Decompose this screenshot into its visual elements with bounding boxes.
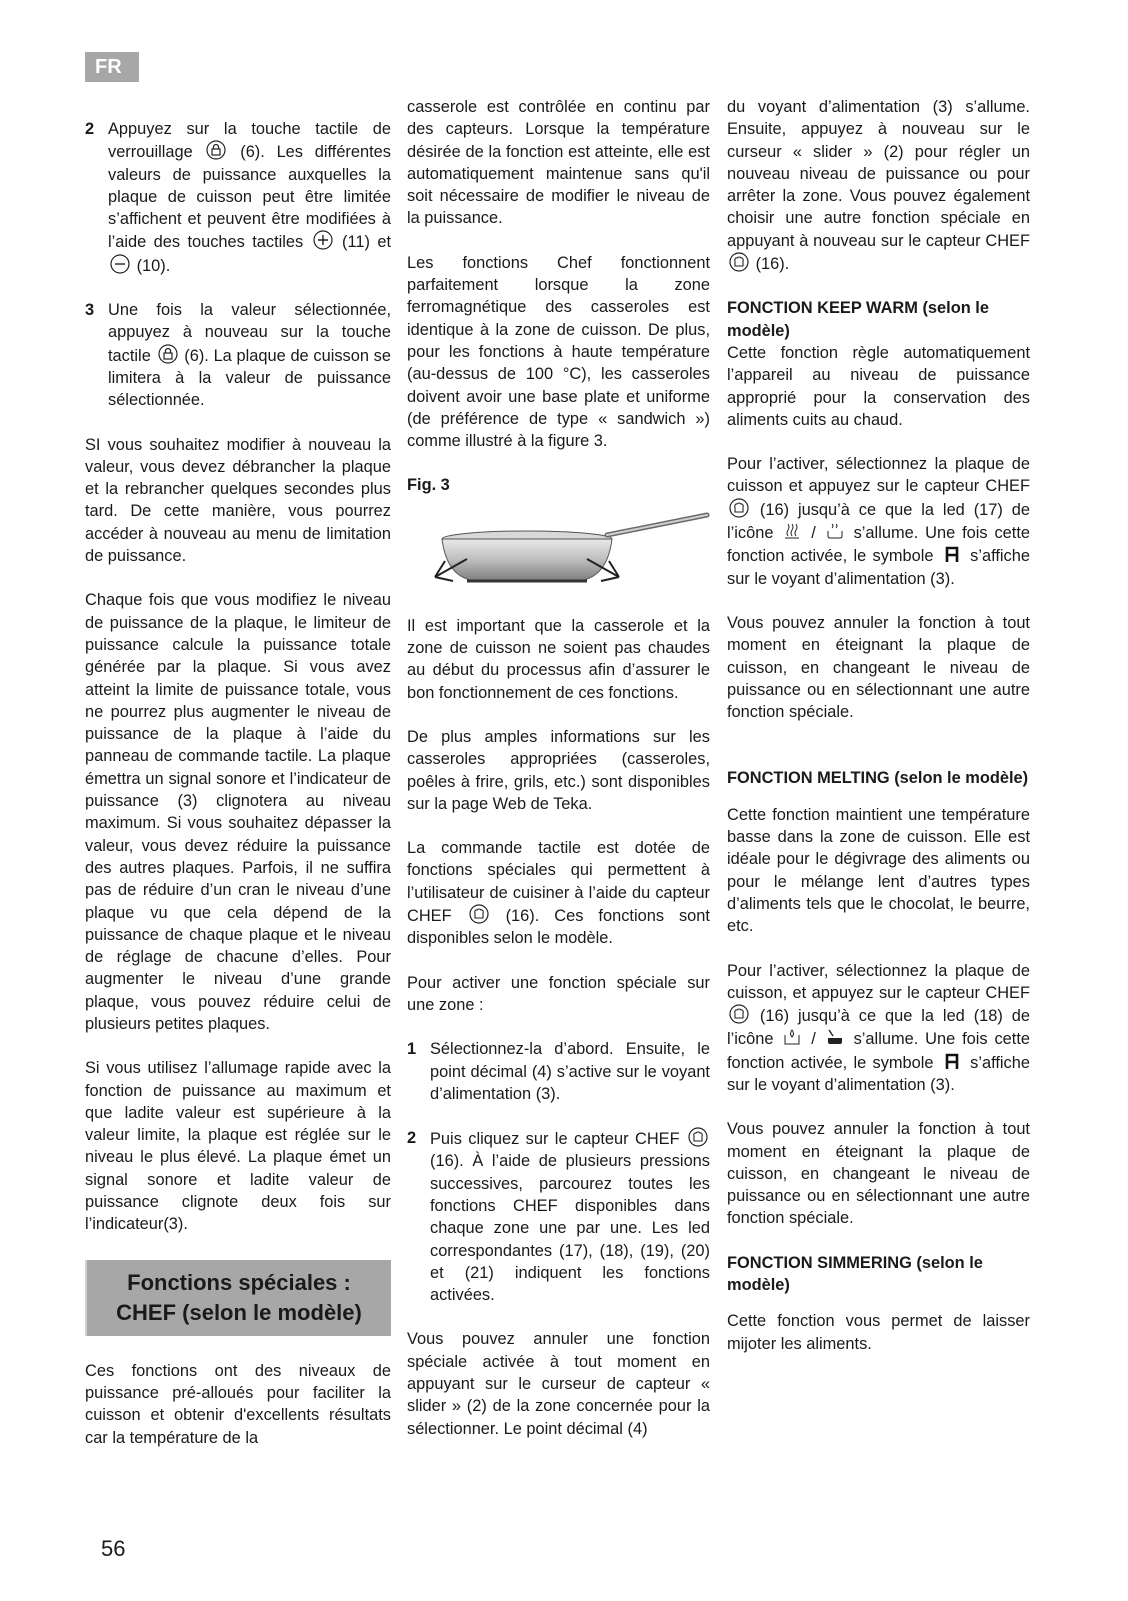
column-3	[727, 96, 1030, 1377]
chef-hat-icon	[729, 1004, 749, 1024]
frying-pan-figure	[407, 511, 710, 597]
chef-hat-icon	[688, 1127, 708, 1147]
page-number: 56	[101, 1536, 126, 1561]
paragraph: casserole est contrôlée en continu par des capteurs. Lorsque la température désirée de la fonction est atteinte, elle est automatiquement maintenue sans qu'il soit nécessaire de modifier le niveau de la puissance.	[407, 98, 710, 228]
paragraph-text: /	[811, 1030, 816, 1049]
column-2	[407, 96, 710, 1462]
lock-icon	[206, 140, 226, 160]
step-number: 3	[85, 301, 95, 320]
paragraph: Chaque fois que vous modifiez le niveau de puissance de la plaque, le limiteur de puissance calcule la puissance totale générée par la plaque. Si vous avez atteint la limite de puissance totale, vous ne pourrez plus augmenter le niveau de puissance de la plaque à l’aide du panneau de commande tactile. La plaque émettra un signal sonore et l’indicateur de puissance (3) clignotera au niveau maximum. Si vous souhaitez dépasser la valeur, vous devez réduire la puissance des autres plaques. Parfois, il ne suffira pas de réduire d’un cran le niveau d’une plaque vu que cela dépend de la puissance de chaque plaque et le niveau de réglage de chacune d’elles. Pour augmenter le niveau d’une grande plaque, vous pouvez réduire celui de plusieurs petites plaques.	[85, 591, 391, 1033]
step-number: 2	[407, 1129, 417, 1148]
paragraph: Vous pouvez annuler la fonction à tout moment en éteignant la plaque de cuisson, en changeant le niveau de puissance ou en sélectionnant une autre fonction spéciale.	[727, 613, 1030, 722]
language-badge: FR	[85, 52, 139, 82]
step-text: (10).	[136, 256, 171, 275]
step-text: (6). La plaque de cuisson se limitera à la valeur de puissance sélectionnée.	[108, 346, 391, 410]
step-text: Une fois la valeur sélectionnée, appuyez à nouveau sur la touche tactile	[108, 301, 391, 365]
step-text: Sélectionnez-la d’abord. Ensuite, le point décimal (4) s’active sur le voyant d’alimentation (3).	[430, 1040, 710, 1103]
lock-icon	[158, 344, 178, 364]
paragraph-text: du voyant d’alimentation (3) s’allume. Ensuite, appuyez à nouveau sur le curseur « slider » (2) pour régler un nouveau niveau de puissance ou pour arrêter la zone. Vous pouvez également choisir une autre fonction spéciale en appuyant à nouveau sur le capteur CHEF	[727, 98, 1030, 250]
paragraph-text: Pour l’activer, sélectionnez la plaque de cuisson, et appuyez sur le capteur CHEF	[727, 961, 1030, 1002]
column-1	[85, 118, 391, 1471]
paragraph-text: s’affiche sur le voyant d’alimentation (3).	[727, 547, 1030, 588]
step-text: (6). Les différentes valeurs de puissance auxquelles la plaque de cuisson peut être limitée s’affichent et peuvent être modifiées à l’aide des touches tactiles	[108, 143, 391, 252]
paragraph-text: s’affiche sur le voyant d’alimentation (3).	[727, 1053, 1030, 1094]
step-3-confirm	[85, 299, 391, 411]
heading-melting: FONCTION MELTING (selon le modèle)	[727, 769, 1029, 788]
plus-circle-icon	[313, 230, 333, 250]
heading-keep-warm: FONCTION KEEP WARM (selon le modèle)	[727, 299, 989, 340]
step-text: Appuyez sur la touche tactile de verrouillage	[108, 120, 391, 162]
step-2-chef	[407, 1127, 710, 1306]
step-2-lock	[85, 118, 391, 277]
paragraph: Cette fonction maintient une température basse dans la zone de cuisson. Elle est idéale pour le dégivrage des aliments ou pour le mélange lent d’autres types d’aliments tels que le chocolat, le beurre, etc.	[727, 805, 1030, 936]
paragraph	[727, 96, 1030, 275]
minus-circle-icon	[110, 254, 130, 274]
steam-icon	[782, 521, 802, 541]
paragraph: Ces fonctions ont des niveaux de puissance pré-alloués pour faciliter la cuisson et obtenir d'excellents résultats car la température de la	[85, 1361, 391, 1447]
step-number: 2	[85, 120, 95, 138]
step-text: Puis cliquez sur le capteur CHEF	[430, 1130, 680, 1149]
paragraph-text: (16).	[755, 255, 790, 274]
paragraph	[407, 837, 710, 949]
section-heading-chef	[85, 1260, 391, 1336]
steam-pot-icon	[825, 521, 845, 541]
paragraph-text: s’allume. Une fois cette fonction activée, le symbole	[727, 524, 1031, 566]
heading-simmering: FONCTION SIMMERING (selon le modèle)	[727, 1253, 983, 1295]
paragraph-text: (16) jusqu’à ce que la led (17) de l’icône	[727, 500, 1030, 543]
paragraph: Les fonctions Chef fonctionnent parfaitement lorsque la zone ferromagnétique des casseroles est identique à la zone de cuisson. De plus, pour les fonctions à haute température (au-dessus de 100 °C), les casseroles doivent avoir une base plate et uniforme (de préférence de type « sandwich ») comme illustré à la figure 3.	[407, 253, 710, 451]
paragraph: Il est important que la casserole et la zone de cuisson ne soient pas chaudes au début du processus afin d’assurer le bon fonctionnement de ces fonctions.	[407, 616, 710, 702]
section-title-line-1: Fonctions spéciales :	[127, 1269, 351, 1295]
chef-hat-icon	[729, 252, 749, 272]
paragraph: SI vous souhaitez modifier à nouveau la valeur, vous devez débrancher la plaque et la rebrancher quelques secondes plus tard. De cette manière, vous pourrez accéder à nouveau au menu de limitation de puissance.	[85, 435, 391, 566]
melting-icon	[782, 1027, 802, 1047]
step-text: (11) et	[342, 233, 392, 252]
paragraph	[727, 453, 1030, 590]
step-1-select	[407, 1038, 710, 1105]
paragraph: Vous pouvez annuler la fonction à tout moment en éteignant la plaque de cuisson, en changeant le niveau de puissance ou en sélectionnant une autre fonction spéciale.	[727, 1120, 1030, 1228]
melting-pot-icon	[825, 1027, 845, 1047]
paragraph-text: Pour l’activer, sélectionnez la plaque de cuisson et appuyez sur le capteur CHEF	[727, 455, 1030, 496]
paragraph: Pour activer une fonction spéciale sur une zone :	[407, 973, 710, 1014]
paragraph-text: (16) jusqu’à ce que la led (18) de l’icône	[727, 1007, 1030, 1049]
paragraph: Cette fonction règle automatiquement l’appareil au niveau de puissance approprié pour la conservation des aliments cuits au chaud.	[727, 343, 1030, 429]
a-symbol-icon	[942, 544, 962, 564]
paragraph	[727, 960, 1030, 1097]
paragraph-text: s’allume. Une fois cette fonction activée, le symbole	[727, 1030, 1031, 1072]
paragraph-text: La commande tactile est dotée de fonctions spéciales qui permettent à l’utilisateur de cuisiner à l’aide du capteur CHEF	[407, 839, 710, 926]
a-symbol-icon	[942, 1051, 962, 1071]
paragraph: Cette fonction vous permet de laisser mijoter les aliments.	[727, 1312, 1030, 1353]
paragraph-text: /	[811, 524, 816, 543]
paragraph: Si vous utilisez l’allumage rapide avec la fonction de puissance au maximum et que ladite valeur est supérieure à la valeur limite, la plaque est réglée sur le niveau le plus élevé. La plaque émet un signal sonore et ladite valeur de puissance clignote deux fois sur l’indicateur(3).	[85, 1059, 391, 1234]
step-number: 1	[407, 1040, 417, 1059]
chef-hat-icon	[469, 904, 489, 924]
paragraph-text: (16). Ces fonctions sont disponibles selon le modèle.	[407, 907, 710, 948]
paragraph: De plus amples informations sur les casseroles appropriées (casseroles, poêles à frire, grils, etc.) sont disponibles sur la page Web de Teka.	[407, 727, 710, 813]
figure-label: Fig. 3	[407, 476, 450, 495]
chef-hat-icon	[729, 498, 749, 518]
paragraph: Vous pouvez annuler une fonction spéciale activée à tout moment en appuyant sur le curseur de capteur « slider » (2) de la zone concernée pour la sélectionner. Le point décimal (4)	[407, 1330, 710, 1438]
step-text: (16). À l’aide de plusieurs pressions successives, parcourez toutes les fonctions CHEF disponibles dans chaque zone une par une. Les led correspondantes (17), (18), (19), (20) et (21) indiquent les fonctions activées.	[430, 1152, 710, 1305]
section-title-line-2: CHEF (selon le modèle)	[116, 1299, 362, 1325]
frying-pan-illustration	[407, 511, 710, 597]
